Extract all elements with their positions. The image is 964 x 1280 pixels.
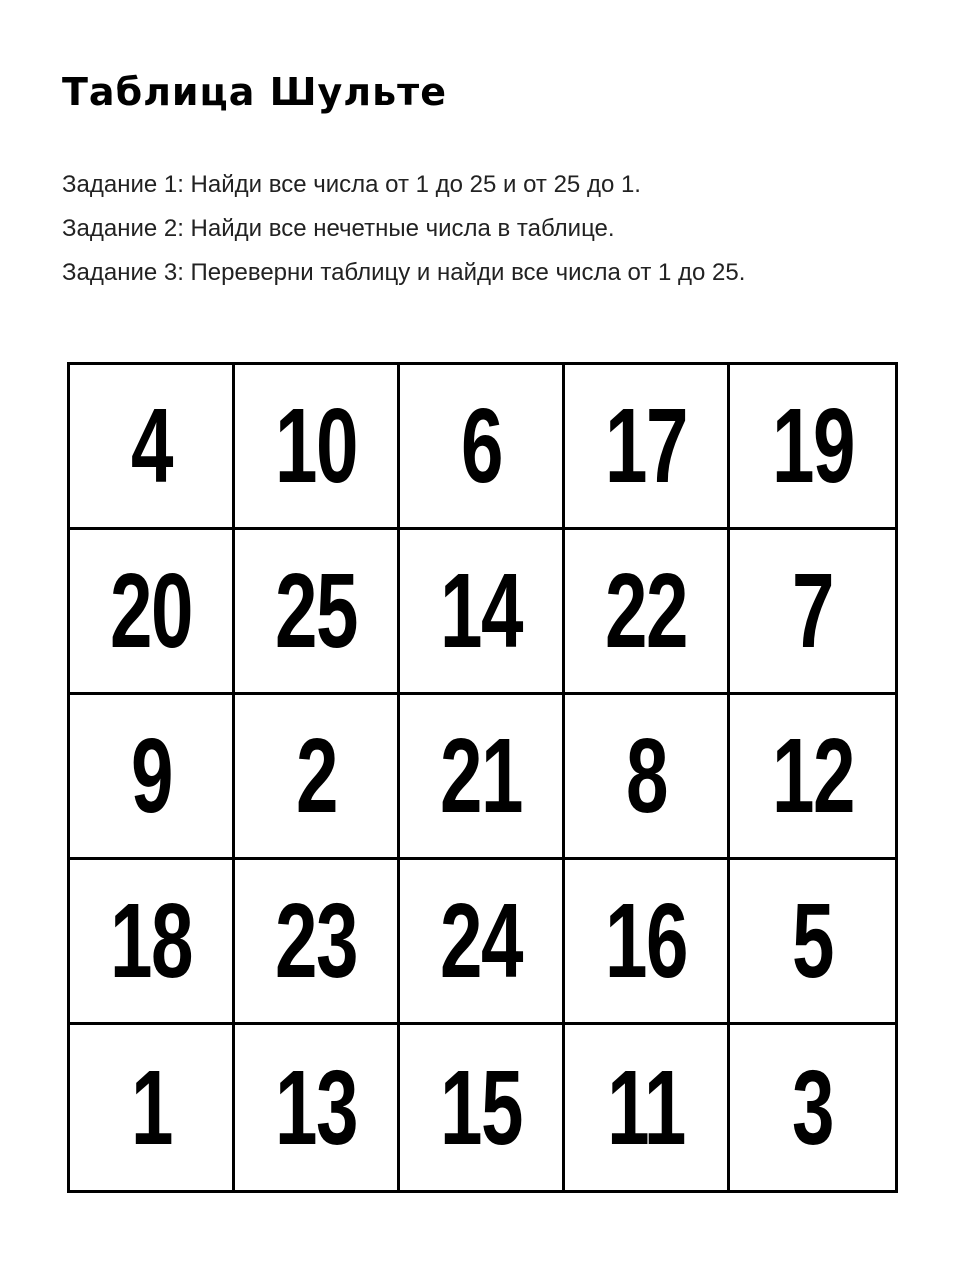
page-title: Таблица Шульте: [62, 70, 447, 114]
cell-number: 11: [607, 1048, 685, 1167]
cell-number: 3: [791, 1048, 833, 1167]
cell-number: 23: [274, 882, 358, 1000]
table-cell: [70, 365, 235, 530]
table-cell: [70, 860, 235, 1025]
task-3: Задание 3: Переверни таблицу и найди все числа от 1 до 25.: [62, 259, 746, 286]
table-cell: [70, 1025, 235, 1190]
table-cell: [730, 365, 895, 530]
cell-number: 21: [439, 717, 523, 835]
cell-number: 16: [604, 882, 688, 1000]
table-cell: [730, 1025, 895, 1190]
table-cell: [565, 530, 730, 695]
cell-number: 25: [274, 552, 358, 670]
cell-number: 19: [771, 387, 854, 505]
cell-number: 12: [771, 717, 854, 835]
table-cell: [565, 365, 730, 530]
table-cell: [400, 695, 565, 860]
cell-number: 2: [295, 717, 337, 835]
table-cell: [235, 530, 400, 695]
table-cell: [565, 860, 730, 1025]
task-2: Задание 2: Найди все нечетные числа в таблице.: [62, 215, 615, 242]
table-cell: [400, 1025, 565, 1190]
cell-number: 24: [439, 882, 523, 1000]
cell-number: 5: [791, 882, 833, 1000]
table-cell: [400, 860, 565, 1025]
cell-number: 13: [274, 1048, 358, 1167]
table-cell: [400, 365, 565, 530]
cell-number: 1: [130, 1048, 172, 1167]
task-1: Задание 1: Найди все числа от 1 до 25 и от 25 до 1.: [62, 171, 641, 198]
cell-number: 20: [109, 552, 193, 670]
cell-number: 7: [791, 552, 833, 670]
table-cell: [235, 1025, 400, 1190]
table-cell: [730, 860, 895, 1025]
table-cell: [235, 365, 400, 530]
cell-number: 15: [439, 1048, 523, 1167]
cell-number: 18: [109, 882, 193, 1000]
cell-number: 22: [604, 552, 688, 670]
cell-number: 14: [439, 552, 523, 670]
table-cell: [235, 695, 400, 860]
table-cell: [730, 530, 895, 695]
table-cell: [565, 695, 730, 860]
table-cell: [235, 860, 400, 1025]
table-cell: [730, 695, 895, 860]
task-list: [62, 163, 745, 295]
cell-number: 8: [625, 717, 667, 835]
cell-number: 10: [274, 387, 358, 505]
schulte-table: [67, 362, 898, 1193]
cell-number: 4: [130, 387, 172, 505]
table-cell: [400, 530, 565, 695]
cell-number: 6: [460, 387, 502, 505]
table-cell: [70, 695, 235, 860]
cell-number: 17: [604, 387, 688, 505]
cell-number: 9: [130, 717, 172, 835]
table-cell: [70, 530, 235, 695]
table-cell: [565, 1025, 730, 1190]
